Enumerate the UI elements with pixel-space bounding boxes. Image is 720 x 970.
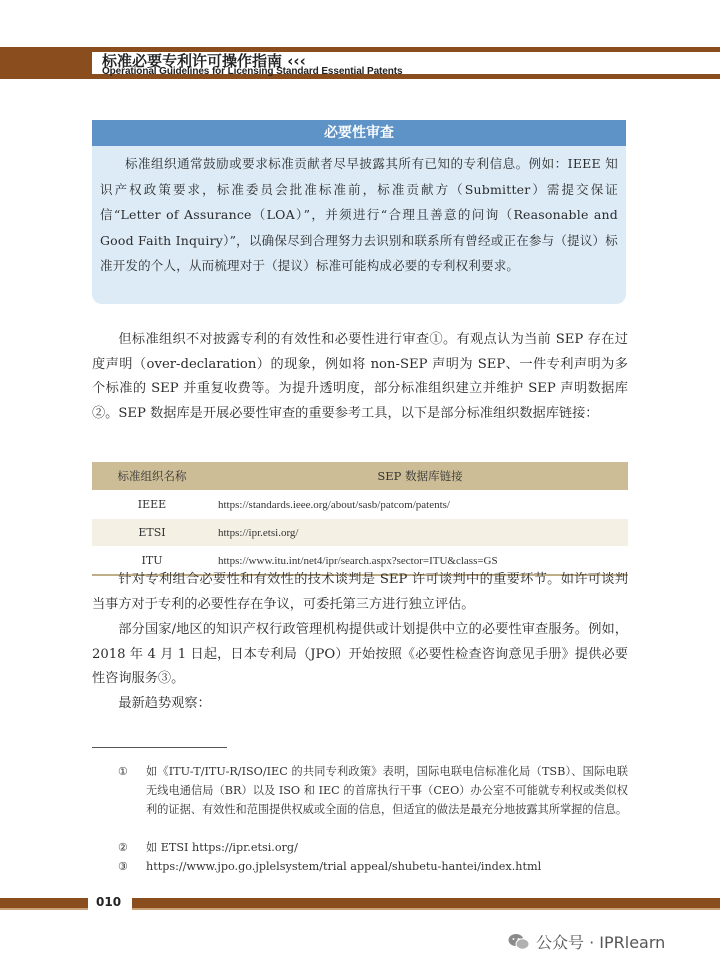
table-header-link: SEP 数据库链接 xyxy=(212,462,628,491)
running-header-subtitle: Operational Guidelines for Licensing Standard Essential Patents xyxy=(102,66,403,77)
table-cell-link[interactable]: https://standards.ieee.org/about/sasb/patcom/patents/ xyxy=(212,491,628,519)
footnote-text: https://www.jpo.go.jplelsystem/trial appeal/shubetu-hantei/index.html xyxy=(146,860,542,873)
table-cell-org: ETSI xyxy=(92,519,212,547)
table-header-row xyxy=(92,462,628,491)
sep-database-table xyxy=(92,462,628,576)
footnote-text: 如 ETSI https://ipr.etsi.org/ xyxy=(146,841,298,854)
watermark xyxy=(508,930,665,953)
running-header-title: 标准必要专利许可操作指南 ‹‹‹ xyxy=(102,52,306,70)
callout-title: 必要性审查 xyxy=(92,120,626,146)
table-cell-org: IEEE xyxy=(92,491,212,519)
header-accent-block xyxy=(0,47,92,79)
wechat-icon xyxy=(508,933,530,951)
footnote-1 xyxy=(118,762,628,819)
table-row xyxy=(92,519,628,547)
table-header-org: 标准组织名称 xyxy=(92,462,212,491)
footnote-mark: ① xyxy=(118,765,129,778)
table-cell-link[interactable]: https://ipr.etsi.org/ xyxy=(212,519,628,547)
page-number: 010 xyxy=(96,895,122,909)
footnote-text: 如《ITU-T/ITU-R/ISO/IEC 的共同专利政策》表明，国际电联电信标准化局（TSB）、国际电联无线电通信局（BR）以及 ISO 和 IEC 的首席执行干事（CEO）办公室不可能就专利权或类似权利的证据、有效性和范围提供权威或全面的信息，但适宜的做法是最充分地披露其所掌握的信息。 xyxy=(146,765,628,816)
footnote-mark: ② xyxy=(118,841,129,854)
table-row xyxy=(92,491,628,519)
table-cell-link[interactable]: https://www.itu.int/net4/ipr/search.aspx?sector=ITU&class=GS xyxy=(212,547,628,576)
callout-text: 标准组织通常鼓励或要求标准贡献者尽早披露其所有已知的专利信息。例如：IEEE 知识产权政策要求，标准委员会批准标准前，标准贡献方（Submitter）需提交保证信“Letter of Assurance（LOA）”，并须进行“合理且善意的问询（Reasonable and Good Faith Inquiry）”，以确保尽到合理努力去识别和联系所有曾经或正在参与（提议）标准开发的个人，从而梳理对于（提议）标准可能构成必要的专利权利要求。 xyxy=(100,156,618,273)
body-paragraph-4: 最新趋势观察： xyxy=(118,696,211,711)
body-paragraph-1: 但标准组织不对披露专利的有效性和必要性进行审查①。有观点认为当前 SEP 存在过度声明（over-declaration）的现象，例如将 non-SEP 声明为 SEP、一件专利声明为多个标准的 SEP 并重复收费等。为提升透明度，部分标准组织建立并维护 SEP 声明数据库②。SEP 数据库是开展必要性审查的重要参考工具，以下是部分标准组织数据库链接： xyxy=(92,332,628,421)
callout-box xyxy=(92,120,626,304)
watermark-text: 公众号 · IPRlearn xyxy=(536,933,666,952)
body-paragraph-2: 针对专利组合必要性和有效性的技术谈判是 SEP 许可谈判中的重要环节。如许可谈判当事方对于专利的必要性存在争议，可委托第三方进行独立评估。 xyxy=(92,572,628,612)
footnote-3 xyxy=(118,857,628,876)
body-paragraph-3: 部分国家/地区的知识产权行政管理机构提供或计划提供中立的必要性审查服务。例如，2018 年 4 月 1 日起，日本专利局（JPO）开始按照《必要性检查咨询意见手册》提供必要性咨询服务③。 xyxy=(92,622,628,686)
footnote-mark: ③ xyxy=(118,860,129,873)
footnote-divider xyxy=(92,747,227,748)
footnote-2 xyxy=(118,838,628,857)
table-cell-org: ITU xyxy=(92,547,212,576)
